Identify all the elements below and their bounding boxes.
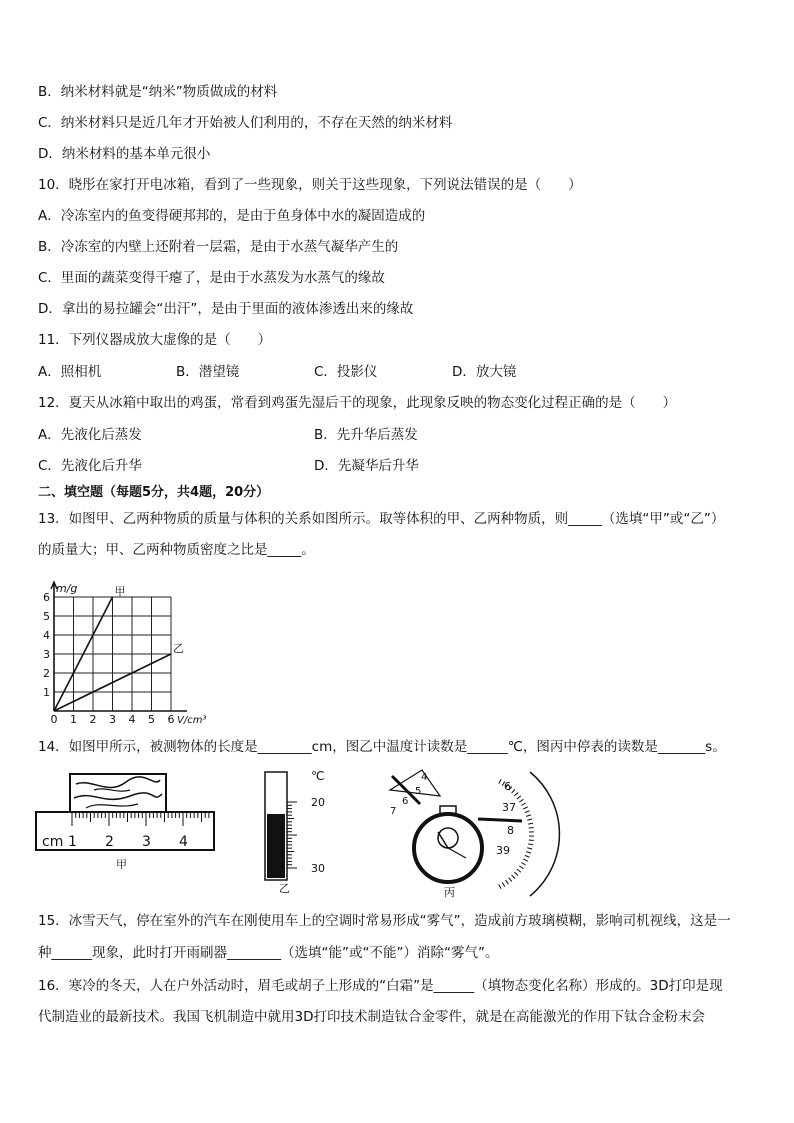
q15-line-1: 15．冰雪天气，停在室外的汽车在刚使用车上的空调时常易形成“雾气”，造成前方玻璃模糊，影响司机视线，这是一: [38, 913, 731, 929]
x-tick-label: 4: [128, 713, 136, 724]
q13-line-2: 的质量大；甲、乙两种物质密度之比是_____。: [38, 542, 315, 558]
q11-option-c: C．投影仪: [314, 364, 378, 380]
x-tick-label: 2: [89, 713, 97, 724]
chart-grid: [54, 597, 171, 711]
watch-tick: [523, 807, 527, 809]
watch-tick: [521, 863, 525, 866]
big-dial-label: 39: [496, 844, 510, 857]
q11-stem: 11．下列仪器成放大虚像的是（ ）: [38, 332, 272, 348]
big-dial-label: 37: [502, 801, 516, 814]
x-axis-label: V/cm³: [177, 715, 207, 724]
watch-tick: [502, 882, 505, 886]
q16-line-1: 16．寒冷的冬天，人在户外活动时，眉毛或胡子上形成的“白霜”是______（填物态变化名称）形成的。3D打印是现: [38, 978, 723, 994]
watch-tick: [526, 815, 531, 817]
small-dial-label: 7: [390, 806, 397, 817]
thermometer-caption: 乙: [279, 882, 290, 895]
y-tick-label: 2: [43, 667, 50, 680]
watch-tick: [528, 844, 533, 845]
ruler-tick-label: 1: [68, 834, 77, 850]
watch-tick: [528, 823, 533, 824]
thermometer-tick-label: 30: [311, 862, 325, 875]
stopwatch-caption: 丙: [444, 886, 455, 899]
q12-option-d: D．先凝华后升华: [314, 458, 419, 474]
series-label: 甲: [114, 585, 126, 598]
small-dial-label: 6: [402, 796, 409, 807]
big-dial-scale: [499, 779, 534, 888]
mass-volume-chart: [36, 574, 226, 724]
q9-option-b: B．纳米材料就是“纳米”物质做成的材料: [38, 84, 278, 100]
thermometer-figure: [255, 766, 335, 896]
x-tick-label: 0: [50, 713, 58, 724]
watch-tick: [526, 852, 531, 854]
q16-line-2: 代制造业的最新技术。我国飞机制造中就用3D打印技术制造钛合金零件，就是在高能激光的作用下钛合金粉末会: [38, 1009, 705, 1025]
big-dial-label: 6: [504, 780, 511, 793]
watch-tick: [527, 848, 532, 849]
small-dial-label: 4: [421, 772, 428, 783]
x-tick-label: 3: [109, 713, 116, 724]
big-dial-label: 8: [507, 824, 514, 837]
watch-tick: [517, 796, 521, 799]
q12-stem: 12．夏天从冰箱中取出的鸡蛋，常看到鸡蛋先湿后干的现象，此现象反映的物态变化过程正确的是（ ）: [38, 395, 677, 411]
watch-tick: [525, 855, 530, 857]
watch-tick: [519, 799, 523, 802]
q12-option-a: A．先液化后蒸发: [38, 427, 142, 443]
q9-option-d: D．纳米材料的基本单元很小: [38, 146, 211, 162]
y-tick-label: 4: [43, 629, 50, 642]
watch-tick: [514, 872, 518, 875]
watch-tick: [519, 866, 523, 869]
x-tick-label: 6: [167, 713, 175, 724]
q12-option-c: C．先液化后升华: [38, 458, 142, 474]
q15-line-2: 种______现象，此时打开雨刷器________（选填“能”或“不能”）消除“雾气”。: [38, 945, 499, 961]
x-tick-label: 1: [70, 713, 77, 724]
y-tick-label: 1: [43, 686, 50, 699]
watch-tick: [521, 803, 525, 806]
watch-tick: [529, 840, 534, 841]
watch-tick: [527, 819, 532, 820]
watch-tick: [512, 789, 515, 793]
q10-option-b: B．冷冻室的内壁上还附着一层霜，是由于水蒸气凝华产生的: [38, 239, 399, 255]
series-label: 乙: [173, 642, 184, 655]
thermometer-scale: [287, 802, 297, 868]
y-tick-label: 5: [43, 610, 50, 623]
watch-tick: [512, 875, 515, 879]
y-tick-label: 6: [43, 591, 50, 604]
chart-labels: [43, 582, 206, 724]
q14-line-1: 14．如图甲所示，被测物体的长度是________cm，图乙中温度计读数是______℃，图丙中停表的读数是_______s。: [38, 739, 726, 755]
q10-option-c: C．里面的蔬菜变得干瘪了，是由于水蒸发为水蒸气的缘故: [38, 270, 385, 286]
watch-tick: [517, 869, 521, 872]
stopwatch-figure: [382, 766, 562, 901]
q11-option-d: D．放大镜: [452, 364, 517, 380]
q10-option-a: A．冷冻室内的鱼变得硬邦邦的，是由于鱼身体中水的凝固造成的: [38, 208, 426, 224]
x-tick-label: 5: [148, 713, 155, 724]
q9-option-c: C．纳米材料只是近几年才开始被人们利用的，不存在天然的纳米材料: [38, 115, 453, 131]
q10-option-d: D．拿出的易拉罐会“出汗”，是由于里面的液体渗透出来的缘故: [38, 301, 414, 317]
big-dial-needle: [478, 819, 522, 821]
thermometer-liquid: [267, 814, 285, 878]
q11-option-a: A．照相机: [38, 364, 102, 380]
section-heading: 二、填空题（每题5分，共4题，20分）: [38, 485, 270, 500]
ruler-tick-label: 2: [105, 834, 114, 850]
thermometer-unit: ℃: [311, 769, 325, 783]
thermometer-tick-label: 20: [311, 796, 325, 809]
ruler-tick-label: 4: [179, 834, 188, 850]
q11-option-b: B．潜望镜: [176, 364, 240, 380]
watch-tick: [523, 859, 527, 861]
watch-tick: [506, 880, 509, 884]
ruler-figure: [34, 770, 224, 875]
watch-tick: [499, 779, 501, 783]
q12-option-b: B．先升华后蒸发: [314, 427, 418, 443]
small-dial-label: 5: [415, 786, 422, 797]
watch-tick: [509, 878, 512, 882]
watch-tick: [529, 828, 534, 829]
ruler-caption: 甲: [116, 858, 127, 871]
watch-tick: [514, 793, 518, 796]
y-axis-label: m/g: [56, 582, 78, 595]
watch-tick: [525, 811, 530, 813]
big-dial-arc: [530, 772, 559, 896]
ruler-tick-label: 3: [142, 834, 151, 850]
q13-line-1: 13．如图甲、乙两种物质的质量与体积的关系如图所示。取等体积的甲、乙两种物质，则_____（选填“甲”或“乙”）: [38, 511, 725, 527]
ruler-unit: cm: [42, 834, 64, 850]
q10-stem: 10．晓彤在家打开电冰箱，看到了一些现象，则关于这些现象，下列说法错误的是（ ）: [38, 177, 582, 193]
watch-tick: [499, 884, 501, 888]
y-tick-label: 3: [43, 648, 50, 661]
